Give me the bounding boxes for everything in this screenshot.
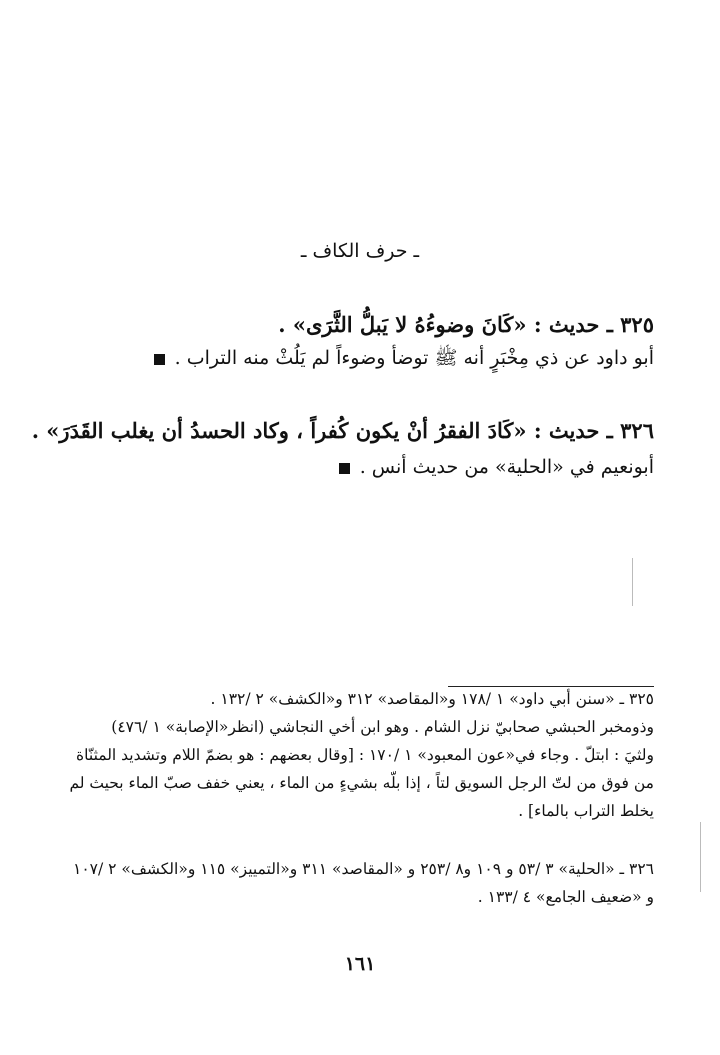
footnote-325-line-5: يخلط التراب بالماء] .: [518, 802, 654, 820]
footnote-326-line-2: و «ضعيف الجامع» ٤ /١٣٣ .: [477, 888, 654, 906]
end-square-icon: [154, 354, 165, 365]
hadith-326-source: [339, 456, 654, 478]
footnote-325-line-2: وذومخبر الحبشي صحابيّ نزل الشام . وهو ابن أخي النجاشي (انظر«الإصابة» ١ /٤٧٦): [111, 718, 654, 736]
margin-mark: [632, 558, 633, 606]
footnote-326-line-1: ٣٢٦ ـ «الحلية» ٣ /٥٣ و ١٠٩ و٨ /٢٥٣ و «المقاصد» ٣١١ و«التمييز» ١١٥ و«الكشف» ٢ /١٠٧: [73, 860, 654, 878]
hadith-325-source-text: أبو داود عن ذي مِخْبَرٍ أنه ﷺ توضأ وضوءاً لم يَلُثْ منه التراب .: [174, 347, 654, 369]
hadith-325-title: ٣٢٥ ـ حديث : «كَانَ وضوءُهُ لا يَبلُّ الثَّرَى» .: [278, 312, 654, 337]
hadith-325-source: [154, 346, 654, 374]
end-square-icon: [339, 463, 350, 474]
footnote-325-line-3: ولثيَ : ابتلّ . وجاء في«عون المعبود» ١ /١٧٠ : [وقال بعضهم : هو بضمّ اللام وتشديد المثنّاة: [76, 746, 654, 764]
hadith-326-source-text: أبونعيم في «الحلية» من حديث أنس .: [359, 456, 654, 478]
margin-mark: [700, 822, 701, 892]
footnote-325-line-1: ٣٢٥ ـ «سنن أبي داود» ١ /١٧٨ و«المقاصد» ٣١٢ و«الكشف» ٢ /١٣٢ .: [210, 690, 654, 708]
footnote-rule: [448, 686, 654, 687]
hadith-326-title: ٣٢٦ ـ حديث : «كَادَ الفقرُ أنْ يكون كُفراً ، وكاد الحسدُ أن يغلب القَدَرَ» .: [31, 418, 654, 443]
page-number: ١٦١: [344, 953, 376, 975]
footnote-325-line-4: من فوق من لتّ الرجل السويق لتاً ، إذا بلّه بشيءٍ من الماء ، يعني خفف صبّ الماء بحيث لم: [69, 774, 654, 792]
section-heading: ـ حرف الكاف ـ: [300, 240, 420, 262]
